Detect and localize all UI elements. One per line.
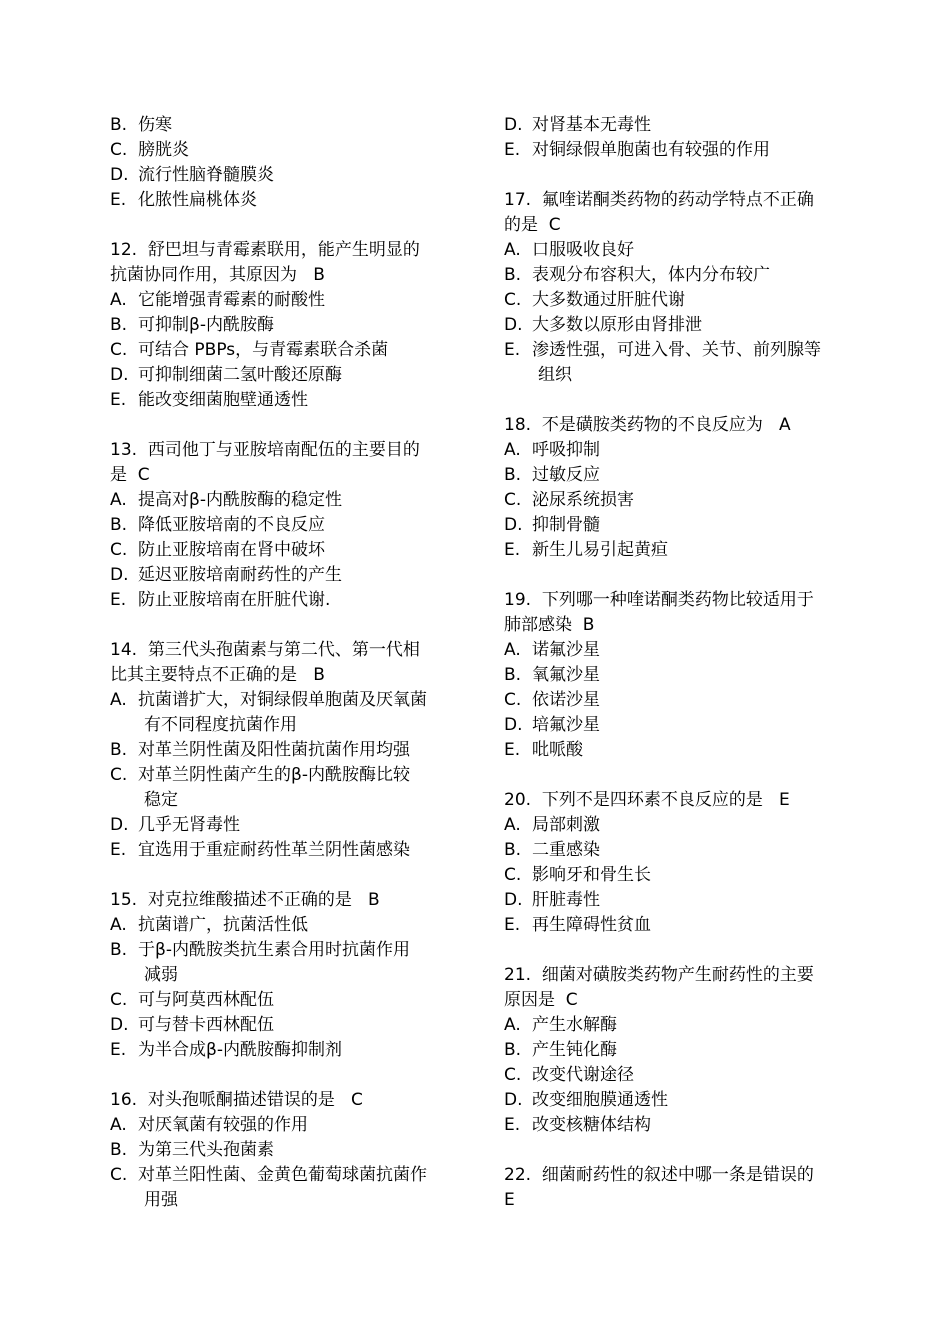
spacer [110, 1063, 470, 1088]
left-column [110, 113, 470, 1213]
question-text: 19. 下列哪一种喹诺酮类药物比较适用于 [504, 590, 814, 610]
question-text: 原因是 C [504, 990, 578, 1010]
option-text: 抗菌谱广，抗菌活性低 [138, 915, 308, 935]
answer-option [504, 138, 864, 163]
option-letter: C. [110, 765, 128, 785]
answer-option [110, 1013, 470, 1038]
option-letter: A. [504, 815, 521, 835]
option-letter: A. [110, 490, 127, 510]
answer-option [504, 1013, 864, 1038]
option-text: 大多数通过肝脏代谢 [532, 290, 685, 310]
answer-option [504, 713, 864, 738]
option-text: 抗菌谱扩大，对铜绿假单胞菌及厌氧菌 [138, 690, 427, 710]
question-text: 17. 氟喹诺酮类药物的药动学特点不正确 [504, 190, 814, 210]
option-text: 对铜绿假单胞菌也有较强的作用 [532, 140, 770, 160]
option-continuation: 组织 [538, 365, 572, 385]
option-text: 呼吸抑制 [532, 440, 600, 460]
option-letter: D. [110, 815, 129, 835]
option-letter: C. [504, 490, 522, 510]
option-letter: E. [504, 1115, 521, 1135]
option-letter: E. [110, 840, 127, 860]
option-text: 产生钝化酶 [532, 1040, 617, 1060]
answer-option [110, 138, 470, 163]
spacer [504, 938, 864, 963]
option-text: 改变代谢途径 [532, 1065, 634, 1085]
option-text: 膀胱炎 [138, 140, 189, 160]
option-letter: B. [110, 940, 128, 960]
option-text: 为第三代头孢菌素 [138, 1140, 274, 1160]
option-letter: A. [504, 640, 521, 660]
option-text: 改变细胞膜通透性 [532, 1090, 668, 1110]
option-letter: B. [504, 665, 522, 685]
option-text: 二重感染 [532, 840, 600, 860]
option-letter: C. [110, 990, 128, 1010]
option-letter: A. [504, 440, 521, 460]
option-letter: B. [504, 1040, 522, 1060]
option-letter: E. [504, 740, 521, 760]
spacer [504, 563, 864, 588]
question-text: 21. 细菌对磺胺类药物产生耐药性的主要 [504, 965, 814, 985]
option-text: 宜选用于重症耐药性革兰阴性菌感染 [138, 840, 410, 860]
spacer [110, 413, 470, 438]
option-letter: D. [504, 715, 523, 735]
option-text: 化脓性扁桃体炎 [138, 190, 257, 210]
option-text: 防止亚胺培南在肝脏代谢. [138, 590, 331, 610]
answer-option [504, 263, 864, 288]
option-text: 泌尿系统损害 [532, 490, 634, 510]
answer-option [110, 988, 470, 1013]
answer-option [504, 888, 864, 913]
answer-option [110, 1113, 470, 1138]
question-text: 的是 C [504, 215, 561, 235]
answer-option [504, 313, 864, 338]
option-letter: E. [504, 915, 521, 935]
answer-option [110, 588, 470, 613]
answer-option [504, 838, 864, 863]
option-letter: E. [504, 140, 521, 160]
spacer [110, 863, 470, 888]
option-continuation: 用强 [144, 1190, 178, 1210]
option-text: 对厌氧菌有较强的作用 [138, 1115, 308, 1135]
answer-option [504, 638, 864, 663]
question-text: 肺部感染 B [504, 615, 595, 635]
option-text: 抑制骨髓 [532, 515, 600, 535]
option-text: 对革兰阴性菌产生的β-内酰胺酶比较 [138, 765, 410, 785]
question-text: 14. 第三代头孢菌素与第二代、第一代相 [110, 640, 420, 660]
option-text: 可抑制细菌二氢叶酸还原酶 [138, 365, 342, 385]
answer-option [504, 538, 864, 563]
option-text: 可与阿莫西林配伍 [138, 990, 274, 1010]
answer-option [504, 488, 864, 513]
option-text: 能改变细菌胞壁通透性 [138, 390, 308, 410]
option-text: 大多数以原形由肾排泄 [532, 315, 702, 335]
question-text: 13. 西司他丁与亚胺培南配伍的主要目的 [110, 440, 420, 460]
answer-option [110, 738, 470, 763]
option-letter: B. [504, 840, 522, 860]
option-text: 再生障碍性贫血 [532, 915, 651, 935]
option-letter: C. [504, 865, 522, 885]
question-text: E [504, 1190, 515, 1210]
answer-option [110, 488, 470, 513]
answer-option [110, 388, 470, 413]
answer-option [504, 688, 864, 713]
spacer [110, 213, 470, 238]
question-text: 18. 不是磺胺类药物的不良反应为 A [504, 415, 791, 435]
spacer [504, 763, 864, 788]
spacer [504, 388, 864, 413]
option-text: 可结合 PBPs，与青霉素联合杀菌 [138, 340, 389, 360]
answer-option [110, 913, 470, 938]
option-text: 于β-内酰胺类抗生素合用时抗菌作用 [138, 940, 410, 960]
option-letter: E. [504, 540, 521, 560]
option-text: 伤寒 [138, 115, 172, 135]
option-letter: C. [110, 340, 128, 360]
option-text: 可抑制β-内酰胺酶 [138, 315, 274, 335]
option-letter: D. [504, 890, 523, 910]
answer-option [110, 113, 470, 138]
answer-option [504, 913, 864, 938]
option-text: 诺氟沙星 [532, 640, 600, 660]
answer-option [110, 563, 470, 588]
answer-option [110, 763, 470, 788]
option-text: 降低亚胺培南的不良反应 [138, 515, 325, 535]
answer-option [504, 288, 864, 313]
option-letter: D. [504, 515, 523, 535]
answer-option [504, 663, 864, 688]
option-letter: A. [110, 915, 127, 935]
question-text: 20. 下列不是四环素不良反应的是 E [504, 790, 790, 810]
option-letter: E. [110, 1040, 127, 1060]
answer-option [504, 463, 864, 488]
option-text: 对革兰阳性菌、金黄色葡萄球菌抗菌作 [138, 1165, 427, 1185]
answer-option [110, 1038, 470, 1063]
answer-option [504, 813, 864, 838]
answer-option [110, 1138, 470, 1163]
answer-option [110, 513, 470, 538]
answer-option [110, 363, 470, 388]
answer-option [110, 813, 470, 838]
answer-option [504, 1088, 864, 1113]
option-letter: B. [110, 515, 128, 535]
option-text: 过敏反应 [532, 465, 600, 485]
answer-option [504, 438, 864, 463]
answer-option [110, 188, 470, 213]
option-text: 吡哌酸 [532, 740, 583, 760]
answer-option [504, 1113, 864, 1138]
option-text: 为半合成β-内酰胺酶抑制剂 [138, 1040, 342, 1060]
option-letter: A. [110, 290, 127, 310]
question-text: 12. 舒巴坦与青霉素联用，能产生明显的 [110, 240, 420, 260]
right-column [504, 113, 864, 1213]
answer-option [504, 513, 864, 538]
option-text: 对革兰阴性菌及阳性菌抗菌作用均强 [138, 740, 410, 760]
option-text: 改变核糖体结构 [532, 1115, 651, 1135]
option-text: 防止亚胺培南在肾中破坏 [138, 540, 325, 560]
option-letter: C. [110, 540, 128, 560]
option-letter: A. [504, 240, 521, 260]
option-text: 影响牙和骨生长 [532, 865, 651, 885]
answer-option [504, 113, 864, 138]
question-text: 比其主要特点不正确的是 B [110, 665, 325, 685]
spacer [504, 163, 864, 188]
option-continuation: 有不同程度抗菌作用 [144, 715, 297, 735]
option-letter: C. [110, 1165, 128, 1185]
answer-option [110, 688, 470, 713]
option-text: 渗透性强，可进入骨、关节、前列腺等 [532, 340, 821, 360]
option-text: 表观分布容积大，体内分布较广 [532, 265, 770, 285]
option-letter: A. [504, 1015, 521, 1035]
option-letter: E. [110, 390, 127, 410]
option-letter: B. [110, 740, 128, 760]
option-text: 氧氟沙星 [532, 665, 600, 685]
question-text: 是 C [110, 465, 150, 485]
option-letter: B. [504, 465, 522, 485]
option-letter: D. [110, 165, 129, 185]
option-text: 几乎无肾毒性 [138, 815, 240, 835]
option-text: 肝脏毒性 [532, 890, 600, 910]
answer-option [110, 288, 470, 313]
option-letter: D. [504, 1090, 523, 1110]
option-text: 培氟沙星 [532, 715, 600, 735]
answer-option [504, 238, 864, 263]
option-letter: C. [504, 1065, 522, 1085]
option-letter: E. [110, 190, 127, 210]
option-text: 新生儿易引起黄疸 [532, 540, 668, 560]
option-letter: B. [504, 265, 522, 285]
option-letter: B. [110, 315, 128, 335]
question-text: 15. 对克拉维酸描述不正确的是 B [110, 890, 380, 910]
option-text: 延迟亚胺培南耐药性的产生 [138, 565, 342, 585]
answer-option [110, 838, 470, 863]
option-text: 局部刺激 [532, 815, 600, 835]
option-letter: C. [504, 690, 522, 710]
option-letter: A. [110, 690, 127, 710]
question-text: 22. 细菌耐药性的叙述中哪一条是错误的 [504, 1165, 814, 1185]
question-text: 16. 对头孢哌酮描述错误的是 C [110, 1090, 363, 1110]
question-text: 抗菌协同作用，其原因为 B [110, 265, 325, 285]
answer-option [110, 1163, 470, 1188]
option-letter: E. [504, 340, 521, 360]
option-letter: D. [110, 365, 129, 385]
option-letter: D. [110, 1015, 129, 1035]
option-text: 它能增强青霉素的耐酸性 [138, 290, 325, 310]
answer-option [504, 738, 864, 763]
answer-option [504, 1063, 864, 1088]
option-letter: C. [110, 140, 128, 160]
option-text: 产生水解酶 [532, 1015, 617, 1035]
answer-option [110, 338, 470, 363]
option-text: 口服吸收良好 [532, 240, 634, 260]
answer-option [504, 1038, 864, 1063]
answer-option [110, 163, 470, 188]
option-letter: D. [110, 565, 129, 585]
option-letter: A. [110, 1115, 127, 1135]
answer-option [110, 538, 470, 563]
option-continuation: 减弱 [144, 965, 178, 985]
option-text: 流行性脑脊髓膜炎 [138, 165, 274, 185]
answer-option [110, 313, 470, 338]
answer-option [110, 938, 470, 963]
option-continuation: 稳定 [144, 790, 178, 810]
option-letter: B. [110, 115, 128, 135]
spacer [110, 613, 470, 638]
answer-option [504, 863, 864, 888]
spacer [504, 1138, 864, 1163]
option-text: 对肾基本无毒性 [532, 115, 651, 135]
option-text: 依诺沙星 [532, 690, 600, 710]
option-text: 提高对β-内酰胺酶的稳定性 [138, 490, 342, 510]
option-letter: D. [504, 115, 523, 135]
option-letter: E. [110, 590, 127, 610]
answer-option [504, 338, 864, 363]
option-text: 可与替卡西林配伍 [138, 1015, 274, 1035]
option-letter: C. [504, 290, 522, 310]
option-letter: D. [504, 315, 523, 335]
option-letter: B. [110, 1140, 128, 1160]
